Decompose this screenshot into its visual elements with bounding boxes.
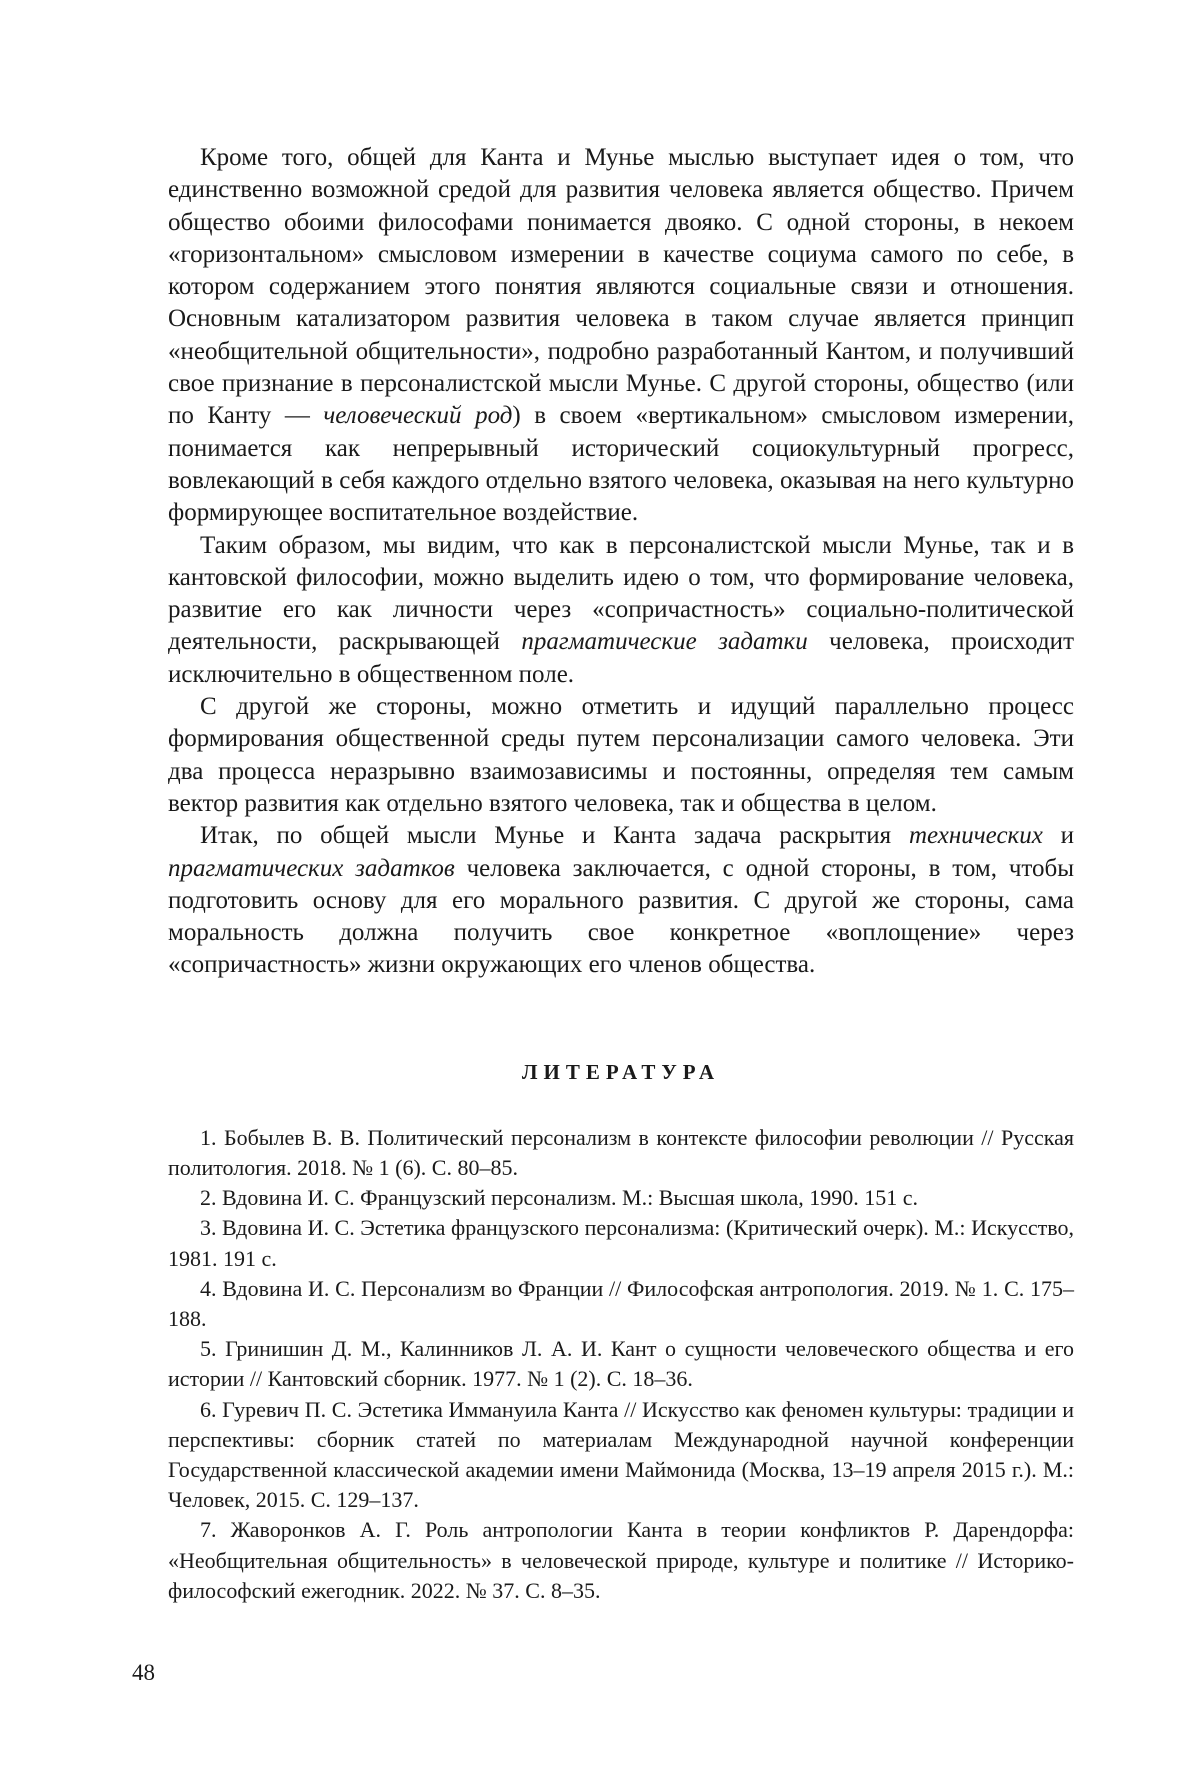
paragraph-1-italic: человеческий род xyxy=(323,402,513,430)
reference-item: 6. Гуревич П. С. Эстетика Иммануила Канта // Искусство как феномен культуры: традиции и перспективы: сборник статей по материалам Международной научной конференции Государственной классической академии имени Маймонида (Москва, 13–19 апреля 2015 г.). М.: Человек, 2015. С. 129–137. xyxy=(168,1396,1074,1513)
paragraph-4 xyxy=(168,820,1074,981)
paragraph-4-part-c: человека заключается, с одной стороны, в том, чтобы подготовить основу для его морального развития. С другой же стороны, сама моральность должна получить свое конкретное «воплощение» через «сопричастность» жизни окружающих его членов общества. xyxy=(168,854,1075,979)
reference-list xyxy=(168,1123,1074,1606)
paragraph-4-italic-1: технических xyxy=(908,822,1043,850)
page-number: 48 xyxy=(132,1660,155,1685)
reference-item: 4. Вдовина И. С. Персонализм во Франции // Философская антропология. 2019. № 1. С. 175–188. xyxy=(168,1275,1074,1331)
paragraph-2-part-a: Таким образом, мы видим, что как в персоналистской мысли Мунье, так и в кантовской философии, можно выделить идею о том, что формирование человека, развитие его как личности через «сопричастность» социально-политической деятельности, раскрывающей xyxy=(168,531,1074,656)
paragraph-2 xyxy=(168,530,1074,691)
reference-item: 5. Гринишин Д. М., Калинников Л. А. И. Кант о сущности человеческого общества и его истории // Кантовский сборник. 1977. № 1 (2). С. 18–36. xyxy=(168,1336,1074,1392)
paragraph-1-part-b: ) в своем «вертикальном» смысловом измерении, понимается как непрерывный исторический социокультурный прогресс, вовлекающий в себя каждого отдельно взятого человека, оказывая на него культурно формирующее воспитательное воздействие. xyxy=(168,402,1075,527)
reference-item: 7. Жаворонков А. Г. Роль антропологии Канта в теории конфликтов Р. Дарендорфа: «Необщительная общительность» в человеческой природе, культуре и политике // Историко-философский ежегодник. 2022. № 37. С. 8–35. xyxy=(168,1517,1074,1603)
page-content xyxy=(168,142,1074,1606)
literature-heading: ЛИТЕРАТУРА xyxy=(521,1059,721,1084)
paragraph-4-italic-2: прагматических задатков xyxy=(168,854,455,882)
reference-item: 3. Вдовина И. С. Эстетика французского персонализма: (Критический очерк). М.: Искусство, 1981. 191 с. xyxy=(168,1215,1074,1271)
paragraph-3: С другой же стороны, можно отметить и идущий параллельно процесс формирования общественной среды путем персонализации самого человека. Эти два процесса неразрывно взаимозависимы и постоянны, определяя тем самым вектор развития как отдельно взятого человека, так и общества в целом. xyxy=(168,693,1074,817)
main-text xyxy=(168,142,1074,982)
paragraph-2-italic: прагматические задатки xyxy=(521,628,808,656)
paragraph-2-part-b: человека, происходит исключительно в общественном поле. xyxy=(168,628,1074,688)
reference-item: 2. Вдовина И. С. Французский персонализм. М.: Высшая школа, 1990. 151 с. xyxy=(200,1185,918,1211)
paragraph-1 xyxy=(168,142,1074,530)
reference-item: 1. Бобылев В. В. Политический персонализм в контексте философии революции // Русская политология. 2018. № 1 (6). С. 80–85. xyxy=(168,1124,1074,1180)
paragraph-4-part-a: Итак, по общей мысли Мунье и Канта задача раскрытия xyxy=(200,822,909,850)
paragraph-1-part-a: Кроме того, общей для Канта и Мунье мыслью выступает идея о том, что единственно возможной средой для развития человека является общество. Причем общество обоими философами понимается двояко. С одной стороны, в некоем «горизонтальном» смысловом измерении в качестве социума самого по себе, в котором содержанием этого понятия являются социальные связи и отношения. Основным катализатором развития человека в таком случае является принцип «необщительной общительности», подробно разработанный Кантом, и получивший свое признание в персоналистской мысли Мунье. С другой стороны, общество (или по Канту — xyxy=(168,144,1074,430)
paragraph-4-part-b: и xyxy=(1042,822,1074,850)
